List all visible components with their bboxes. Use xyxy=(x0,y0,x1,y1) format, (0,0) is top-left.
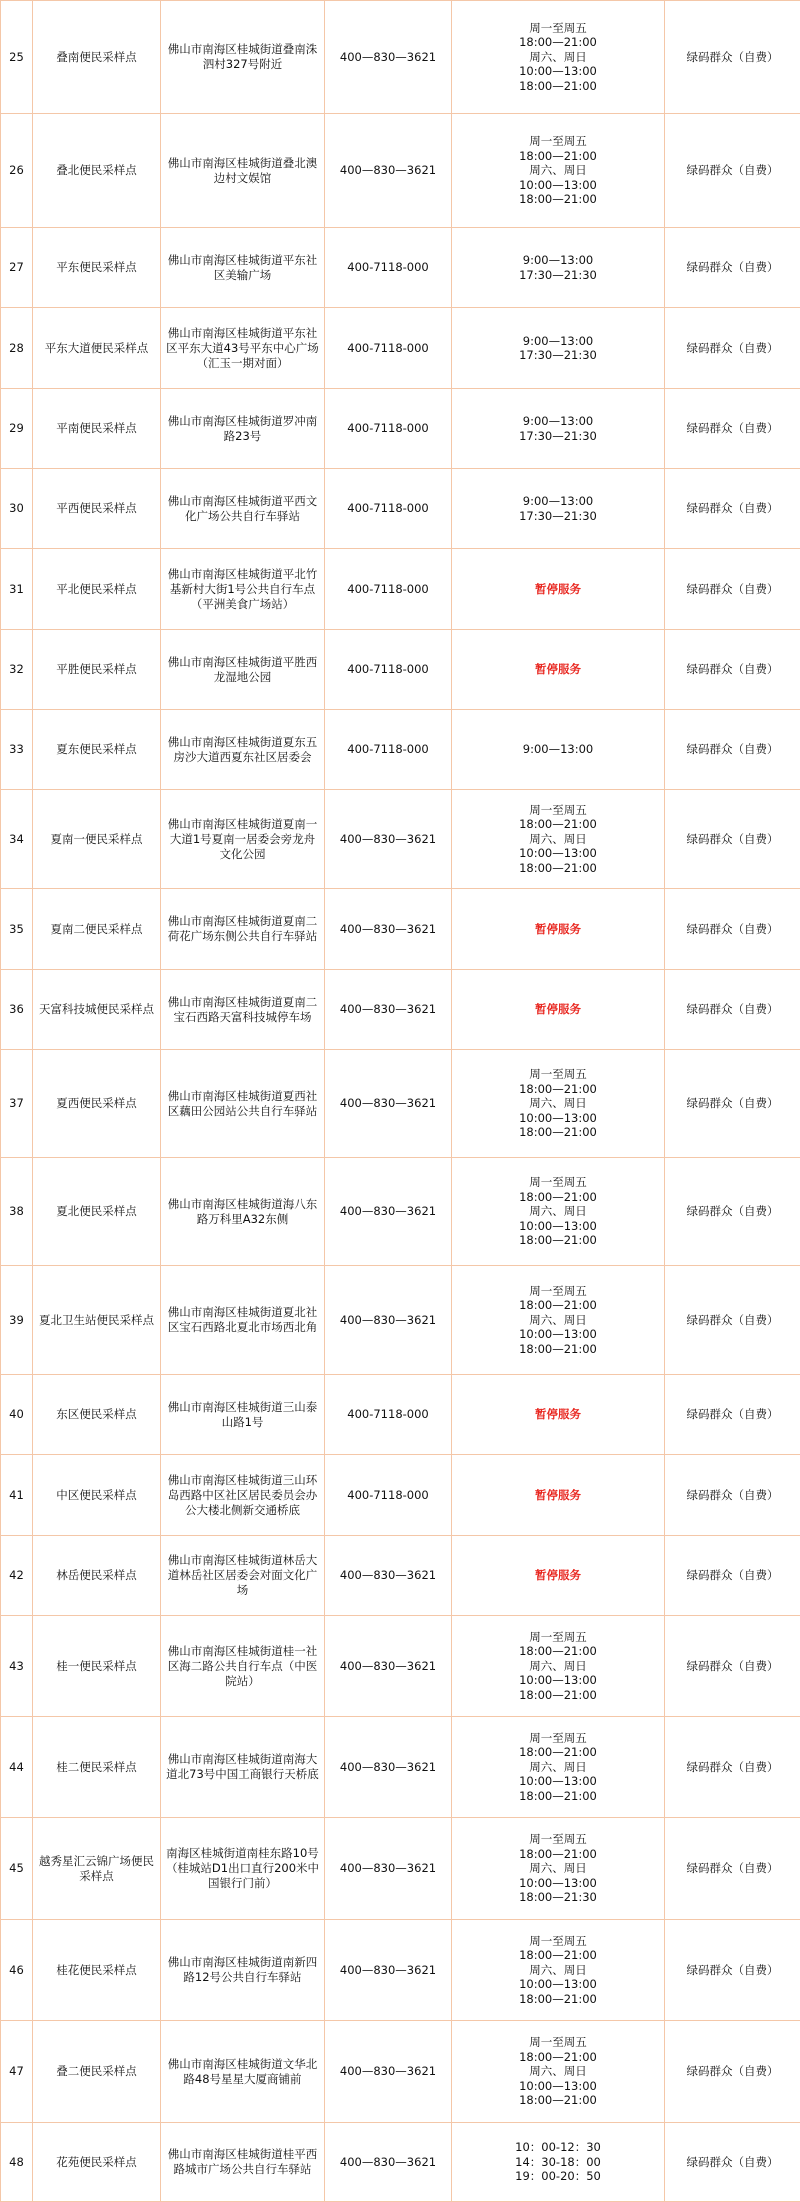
table-row xyxy=(1,469,800,549)
service-hours xyxy=(452,1818,665,1920)
target-group: 绿码群众（自费） xyxy=(665,710,800,790)
row-number: 47 xyxy=(1,2021,33,2123)
table-row xyxy=(1,549,800,630)
hours-line: 18:00—21:00 xyxy=(457,1342,659,1357)
target-group: 绿码群众（自费） xyxy=(665,889,800,970)
target-group: 绿码群众（自费） xyxy=(665,469,800,549)
table-row xyxy=(1,1158,800,1266)
contact-phone: 400-7118-000 xyxy=(325,469,452,549)
site-name: 花苑便民采样点 xyxy=(33,2123,161,2202)
table-row xyxy=(1,228,800,308)
table-row xyxy=(1,889,800,970)
target-group: 绿码群众（自费） xyxy=(665,2123,800,2202)
target-group: 绿码群众（自费） xyxy=(665,308,800,389)
service-hours xyxy=(452,630,665,710)
contact-phone: 400-7118-000 xyxy=(325,630,452,710)
site-address: 佛山市南海区桂城街道桂一社区海二路公共自行车点（中医院站） xyxy=(161,1616,325,1717)
contact-phone: 400—830—3621 xyxy=(325,1266,452,1375)
row-number: 48 xyxy=(1,2123,33,2202)
service-hours xyxy=(452,790,665,889)
hours-line: 周六、周日 xyxy=(457,1096,659,1111)
table-row xyxy=(1,1375,800,1455)
site-name: 叠北便民采样点 xyxy=(33,114,161,228)
target-group: 绿码群众（自费） xyxy=(665,1616,800,1717)
target-group: 绿码群众（自费） xyxy=(665,790,800,889)
row-number: 31 xyxy=(1,549,33,630)
hours-line: 18:00—21:00 xyxy=(457,2093,659,2108)
row-number: 30 xyxy=(1,469,33,549)
service-hours xyxy=(452,1050,665,1158)
service-hours xyxy=(452,469,665,549)
service-hours xyxy=(452,114,665,228)
hours-line: 9:00—13:00 xyxy=(457,494,659,509)
hours-line: 周一至周五 xyxy=(457,1832,659,1847)
hours-line: 周六、周日 xyxy=(457,1963,659,1978)
site-address: 佛山市南海区桂城街道夏南二宝石西路天富科技城停车场 xyxy=(161,970,325,1050)
hours-line: 18:00—21:00 xyxy=(457,1847,659,1862)
suspended-status: 暂停服务 xyxy=(457,1407,659,1422)
suspended-status: 暂停服务 xyxy=(457,662,659,677)
hours-line: 18:00—21:00 xyxy=(457,1745,659,1760)
site-name: 夏北便民采样点 xyxy=(33,1158,161,1266)
hours-line: 18:00—21:00 xyxy=(457,35,659,50)
target-group: 绿码群众（自费） xyxy=(665,1375,800,1455)
service-hours xyxy=(452,2123,665,2202)
site-name: 中区便民采样点 xyxy=(33,1455,161,1536)
site-name: 平北便民采样点 xyxy=(33,549,161,630)
site-name: 平西便民采样点 xyxy=(33,469,161,549)
site-name: 夏东便民采样点 xyxy=(33,710,161,790)
suspended-status: 暂停服务 xyxy=(457,1488,659,1503)
row-number: 29 xyxy=(1,389,33,469)
site-address: 佛山市南海区桂城街道夏北社区宝石西路北夏北市场西北角 xyxy=(161,1266,325,1375)
target-group: 绿码群众（自费） xyxy=(665,1536,800,1616)
hours-line: 10:00—13:00 xyxy=(457,1219,659,1234)
target-group: 绿码群众（自费） xyxy=(665,970,800,1050)
contact-phone: 400—830—3621 xyxy=(325,1818,452,1920)
site-address: 佛山市南海区桂城街道夏东五房沙大道西夏东社区居委会 xyxy=(161,710,325,790)
site-address: 佛山市南海区桂城街道海八东路万科里A32东侧 xyxy=(161,1158,325,1266)
hours-line: 18:00—21:00 xyxy=(457,1688,659,1703)
contact-phone: 400—830—3621 xyxy=(325,1920,452,2021)
suspended-status: 暂停服务 xyxy=(457,1002,659,1017)
contact-phone: 400-7118-000 xyxy=(325,710,452,790)
hours-line: 17:30—21:30 xyxy=(457,348,659,363)
hours-line: 18:00—21:00 xyxy=(457,817,659,832)
contact-phone: 400—830—3621 xyxy=(325,889,452,970)
row-number: 39 xyxy=(1,1266,33,1375)
contact-phone: 400—830—3621 xyxy=(325,1717,452,1818)
hours-line: 14：30-18：00 xyxy=(457,2155,659,2170)
table-row xyxy=(1,2021,800,2123)
site-address: 佛山市南海区桂城街道叠北澳边村文娱馆 xyxy=(161,114,325,228)
target-group: 绿码群众（自费） xyxy=(665,1920,800,2021)
hours-line: 周一至周五 xyxy=(457,1175,659,1190)
site-address: 佛山市南海区桂城街道平东社区美输广场 xyxy=(161,228,325,308)
site-address: 佛山市南海区桂城街道平东社区平东大道43号平东中心广场（汇玉一期对面） xyxy=(161,308,325,389)
row-number: 36 xyxy=(1,970,33,1050)
row-number: 46 xyxy=(1,1920,33,2021)
table-row xyxy=(1,1818,800,1920)
hours-line: 周六、周日 xyxy=(457,2064,659,2079)
hours-line: 周一至周五 xyxy=(457,803,659,818)
table-row xyxy=(1,1266,800,1375)
hours-line: 10:00—13:00 xyxy=(457,1327,659,1342)
contact-phone: 400—830—3621 xyxy=(325,2021,452,2123)
hours-line: 9:00—13:00 xyxy=(457,253,659,268)
site-name: 平东大道便民采样点 xyxy=(33,308,161,389)
site-address: 佛山市南海区桂城街道平北竹基新村大街1号公共自行车点（平洲美食广场站） xyxy=(161,549,325,630)
site-name: 叠南便民采样点 xyxy=(33,1,161,114)
service-hours xyxy=(452,889,665,970)
target-group: 绿码群众（自费） xyxy=(665,114,800,228)
suspended-status: 暂停服务 xyxy=(457,1568,659,1583)
site-address: 佛山市南海区桂城街道罗冲南路23号 xyxy=(161,389,325,469)
hours-line: 周一至周五 xyxy=(457,1630,659,1645)
service-hours xyxy=(452,1536,665,1616)
service-hours xyxy=(452,970,665,1050)
contact-phone: 400—830—3621 xyxy=(325,1158,452,1266)
site-name: 夏北卫生站便民采样点 xyxy=(33,1266,161,1375)
service-hours xyxy=(452,710,665,790)
hours-line: 10:00—13:00 xyxy=(457,1774,659,1789)
hours-line: 18:00—21:00 xyxy=(457,861,659,876)
site-name: 叠二便民采样点 xyxy=(33,2021,161,2123)
row-number: 44 xyxy=(1,1717,33,1818)
row-number: 41 xyxy=(1,1455,33,1536)
hours-line: 18:00—21:00 xyxy=(457,149,659,164)
suspended-status: 暂停服务 xyxy=(457,922,659,937)
site-address: 佛山市南海区桂城街道平胜西龙湿地公园 xyxy=(161,630,325,710)
hours-line: 10:00—13:00 xyxy=(457,64,659,79)
hours-line: 周六、周日 xyxy=(457,1861,659,1876)
target-group: 绿码群众（自费） xyxy=(665,1,800,114)
target-group: 绿码群众（自费） xyxy=(665,1717,800,1818)
table-row xyxy=(1,1717,800,1818)
service-hours xyxy=(452,389,665,469)
target-group: 绿码群众（自费） xyxy=(665,630,800,710)
site-address: 佛山市南海区桂城街道平西文化广场公共自行车驿站 xyxy=(161,469,325,549)
target-group: 绿码群众（自费） xyxy=(665,228,800,308)
hours-line: 17:30—21:30 xyxy=(457,429,659,444)
site-address: 佛山市南海区桂城街道三山泰山路1号 xyxy=(161,1375,325,1455)
service-hours xyxy=(452,1455,665,1536)
site-name: 天富科技城便民采样点 xyxy=(33,970,161,1050)
hours-line: 10:00—13:00 xyxy=(457,2079,659,2094)
hours-line: 10:00—13:00 xyxy=(457,178,659,193)
row-number: 43 xyxy=(1,1616,33,1717)
row-number: 42 xyxy=(1,1536,33,1616)
hours-line: 10:00—13:00 xyxy=(457,1673,659,1688)
site-address: 佛山市南海区桂城街道林岳大道林岳社区居委会对面文化广场 xyxy=(161,1536,325,1616)
hours-line: 周六、周日 xyxy=(457,163,659,178)
hours-line: 周一至周五 xyxy=(457,2035,659,2050)
service-hours xyxy=(452,1375,665,1455)
row-number: 45 xyxy=(1,1818,33,1920)
contact-phone: 400—830—3621 xyxy=(325,1616,452,1717)
contact-phone: 400—830—3621 xyxy=(325,2123,452,2202)
service-hours xyxy=(452,1717,665,1818)
hours-line: 17:30—21:30 xyxy=(457,509,659,524)
service-hours xyxy=(452,308,665,389)
target-group: 绿码群众（自费） xyxy=(665,549,800,630)
site-address: 南海区桂城街道南桂东路10号（桂城站D1出口直行200米中国银行门前） xyxy=(161,1818,325,1920)
table-row xyxy=(1,1616,800,1717)
table-row xyxy=(1,1,800,114)
site-name: 越秀星汇云锦广场便民采样点 xyxy=(33,1818,161,1920)
row-number: 33 xyxy=(1,710,33,790)
site-name: 平南便民采样点 xyxy=(33,389,161,469)
service-hours xyxy=(452,549,665,630)
hours-line: 18:00—21:00 xyxy=(457,1125,659,1140)
hours-line: 周一至周五 xyxy=(457,1731,659,1746)
site-address: 佛山市南海区桂城街道南新四路12号公共自行车驿站 xyxy=(161,1920,325,2021)
target-group: 绿码群众（自费） xyxy=(665,1455,800,1536)
contact-phone: 400—830—3621 xyxy=(325,970,452,1050)
site-name: 平东便民采样点 xyxy=(33,228,161,308)
table-row xyxy=(1,1455,800,1536)
contact-phone: 400-7118-000 xyxy=(325,308,452,389)
contact-phone: 400-7118-000 xyxy=(325,1455,452,1536)
hours-line: 周六、周日 xyxy=(457,1204,659,1219)
hours-line: 周六、周日 xyxy=(457,832,659,847)
site-address: 佛山市南海区桂城街道叠南洙泗村327号附近 xyxy=(161,1,325,114)
table-row xyxy=(1,389,800,469)
hours-line: 18:00—21:00 xyxy=(457,1644,659,1659)
service-hours xyxy=(452,1266,665,1375)
contact-phone: 400—830—3621 xyxy=(325,1,452,114)
hours-line: 18:00—21:00 xyxy=(457,79,659,94)
site-address: 佛山市南海区桂城街道文华北路48号星星大厦商铺前 xyxy=(161,2021,325,2123)
row-number: 27 xyxy=(1,228,33,308)
hours-line: 19：00-20：50 xyxy=(457,2169,659,2184)
site-address: 佛山市南海区桂城街道三山环岛西路中区社区居民委员会办公大楼北侧新交通桥底 xyxy=(161,1455,325,1536)
hours-line: 9:00—13:00 xyxy=(457,334,659,349)
site-address: 佛山市南海区桂城街道夏南二荷花广场东侧公共自行车驿站 xyxy=(161,889,325,970)
service-hours xyxy=(452,1158,665,1266)
contact-phone: 400—830—3621 xyxy=(325,1050,452,1158)
hours-line: 18:00—21:00 xyxy=(457,1190,659,1205)
hours-line: 周一至周五 xyxy=(457,21,659,36)
site-name: 林岳便民采样点 xyxy=(33,1536,161,1616)
table-body xyxy=(1,1,800,2202)
hours-line: 18:00—21:00 xyxy=(457,1233,659,1248)
table-row xyxy=(1,790,800,889)
row-number: 25 xyxy=(1,1,33,114)
contact-phone: 400-7118-000 xyxy=(325,549,452,630)
hours-line: 周六、周日 xyxy=(457,1659,659,1674)
suspended-status: 暂停服务 xyxy=(457,582,659,597)
row-number: 35 xyxy=(1,889,33,970)
site-name: 夏南二便民采样点 xyxy=(33,889,161,970)
contact-phone: 400—830—3621 xyxy=(325,114,452,228)
hours-line: 18:00—21:00 xyxy=(457,1082,659,1097)
table-row xyxy=(1,1920,800,2021)
hours-line: 周一至周五 xyxy=(457,1284,659,1299)
hours-line: 18:00—21:00 xyxy=(457,2050,659,2065)
service-hours xyxy=(452,1616,665,1717)
hours-line: 10:00—13:00 xyxy=(457,846,659,861)
table-row xyxy=(1,970,800,1050)
row-number: 26 xyxy=(1,114,33,228)
hours-line: 18:00—21:00 xyxy=(457,1298,659,1313)
row-number: 37 xyxy=(1,1050,33,1158)
site-name: 东区便民采样点 xyxy=(33,1375,161,1455)
table-row xyxy=(1,630,800,710)
target-group: 绿码群众（自费） xyxy=(665,389,800,469)
site-name: 夏西便民采样点 xyxy=(33,1050,161,1158)
hours-line: 10:00—13:00 xyxy=(457,1111,659,1126)
hours-line: 周六、周日 xyxy=(457,50,659,65)
hours-line: 10：00-12：30 xyxy=(457,2140,659,2155)
row-number: 38 xyxy=(1,1158,33,1266)
hours-line: 18:00—21:00 xyxy=(457,1992,659,2007)
target-group: 绿码群众（自费） xyxy=(665,1266,800,1375)
table-row xyxy=(1,1050,800,1158)
site-name: 桂花便民采样点 xyxy=(33,1920,161,2021)
service-hours xyxy=(452,1920,665,2021)
row-number: 28 xyxy=(1,308,33,389)
hours-line: 周一至周五 xyxy=(457,1934,659,1949)
row-number: 34 xyxy=(1,790,33,889)
table-row xyxy=(1,710,800,790)
hours-line: 18:00—21:30 xyxy=(457,1890,659,1905)
service-hours xyxy=(452,1,665,114)
hours-line: 9:00—13:00 xyxy=(457,414,659,429)
contact-phone: 400—830—3621 xyxy=(325,1536,452,1616)
table-row xyxy=(1,2123,800,2202)
site-name: 平胜便民采样点 xyxy=(33,630,161,710)
hours-line: 周一至周五 xyxy=(457,134,659,149)
target-group: 绿码群众（自费） xyxy=(665,1050,800,1158)
site-address: 佛山市南海区桂城街道夏南一大道1号夏南一居委会旁龙舟文化公园 xyxy=(161,790,325,889)
row-number: 40 xyxy=(1,1375,33,1455)
hours-line: 周一至周五 xyxy=(457,1067,659,1082)
hours-line: 18:00—21:00 xyxy=(457,1789,659,1804)
target-group: 绿码群众（自费） xyxy=(665,2021,800,2123)
site-address: 佛山市南海区桂城街道夏西社区藕田公园站公共自行车驿站 xyxy=(161,1050,325,1158)
contact-phone: 400-7118-000 xyxy=(325,389,452,469)
hours-line: 周六、周日 xyxy=(457,1760,659,1775)
hours-line: 18:00—21:00 xyxy=(457,192,659,207)
hours-line: 10:00—13:00 xyxy=(457,1977,659,1992)
hours-line: 18:00—21:00 xyxy=(457,1948,659,1963)
hours-line: 周六、周日 xyxy=(457,1313,659,1328)
hours-line: 10:00—13:00 xyxy=(457,1876,659,1891)
table-row xyxy=(1,308,800,389)
contact-phone: 400-7118-000 xyxy=(325,1375,452,1455)
row-number: 32 xyxy=(1,630,33,710)
table-row xyxy=(1,1536,800,1616)
hours-line: 9:00—13:00 xyxy=(457,742,659,757)
target-group: 绿码群众（自费） xyxy=(665,1158,800,1266)
service-hours xyxy=(452,228,665,308)
table-row xyxy=(1,114,800,228)
contact-phone: 400—830—3621 xyxy=(325,790,452,889)
site-address: 佛山市南海区桂城街道南海大道北73号中国工商银行天桥底 xyxy=(161,1717,325,1818)
contact-phone: 400-7118-000 xyxy=(325,228,452,308)
service-hours xyxy=(452,2021,665,2123)
site-name: 桂一便民采样点 xyxy=(33,1616,161,1717)
target-group: 绿码群众（自费） xyxy=(665,1818,800,1920)
hours-line: 17:30—21:30 xyxy=(457,268,659,283)
site-name: 桂二便民采样点 xyxy=(33,1717,161,1818)
site-name: 夏南一便民采样点 xyxy=(33,790,161,889)
site-address: 佛山市南海区桂城街道桂平西路城市广场公共自行车驿站 xyxy=(161,2123,325,2202)
